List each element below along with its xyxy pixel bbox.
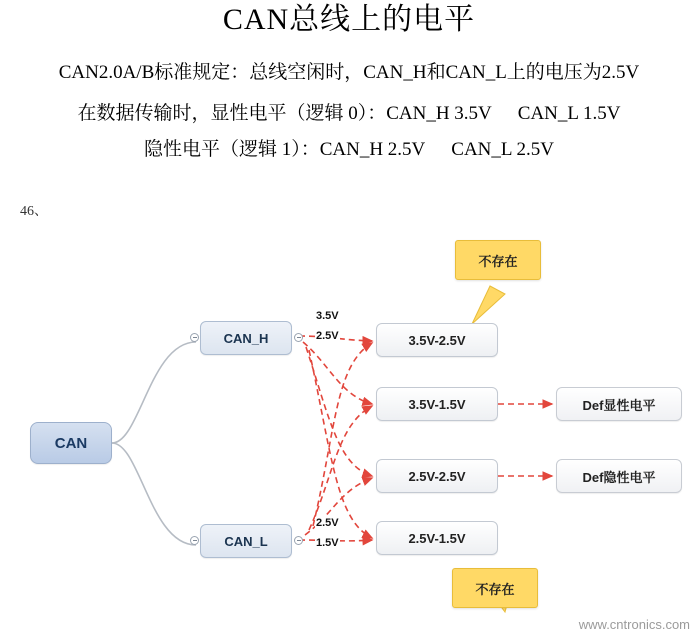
watermark: www.cntronics.com <box>578 617 690 632</box>
page-number: 46、 <box>20 204 48 219</box>
header-line-2-part-a: 在数据传输时，显性电平（逻辑 0）：CAN_H 3.5V <box>77 103 492 124</box>
header-line-3-part-b: CAN_L 2.5V <box>451 139 555 160</box>
header-line-3-part-a: 隐性电平（逻辑 1）：CAN_H 2.5V <box>143 139 426 160</box>
header-line-3 <box>0 134 698 161</box>
node-combo-0[interactable]: 3.5V-2.5V <box>376 323 498 357</box>
node-combo-1[interactable]: 3.5V-1.5V <box>376 387 498 421</box>
expand-toggle-can-high[interactable] <box>294 333 303 342</box>
mindmap-canvas <box>0 190 698 636</box>
expand-toggle-can-low[interactable] <box>294 536 303 545</box>
node-root[interactable]: CAN <box>30 422 112 464</box>
node-result-recessive[interactable]: Def隐性电平 <box>556 459 682 493</box>
collapse-toggle-can-high[interactable] <box>190 333 199 342</box>
header-line-2-part-b: CAN_L 1.5V <box>517 103 621 124</box>
page-title: CAN总线上的电平 <box>222 3 476 36</box>
label-high-2v5: 2.5V <box>316 330 339 342</box>
node-can-high[interactable]: CAN_H <box>200 321 292 355</box>
note-bottom-nonexistent[interactable]: 不存在 <box>452 568 538 608</box>
header-line-1: CAN2.0A/B标准规定：总线空闲时，CAN_H和CAN_L上的电压为2.5V <box>58 62 640 83</box>
note-top-nonexistent[interactable]: 不存在 <box>455 240 541 280</box>
node-combo-3[interactable]: 2.5V-1.5V <box>376 521 498 555</box>
node-combo-2[interactable]: 2.5V-2.5V <box>376 459 498 493</box>
label-low-2v5: 2.5V <box>316 517 339 529</box>
collapse-toggle-can-low[interactable] <box>190 536 199 545</box>
node-result-dominant[interactable]: Def显性电平 <box>556 387 682 421</box>
header-line-2 <box>0 98 698 125</box>
label-high-3v5: 3.5V <box>316 310 339 322</box>
node-can-low[interactable]: CAN_L <box>200 524 292 558</box>
label-low-1v5: 1.5V <box>316 537 339 549</box>
